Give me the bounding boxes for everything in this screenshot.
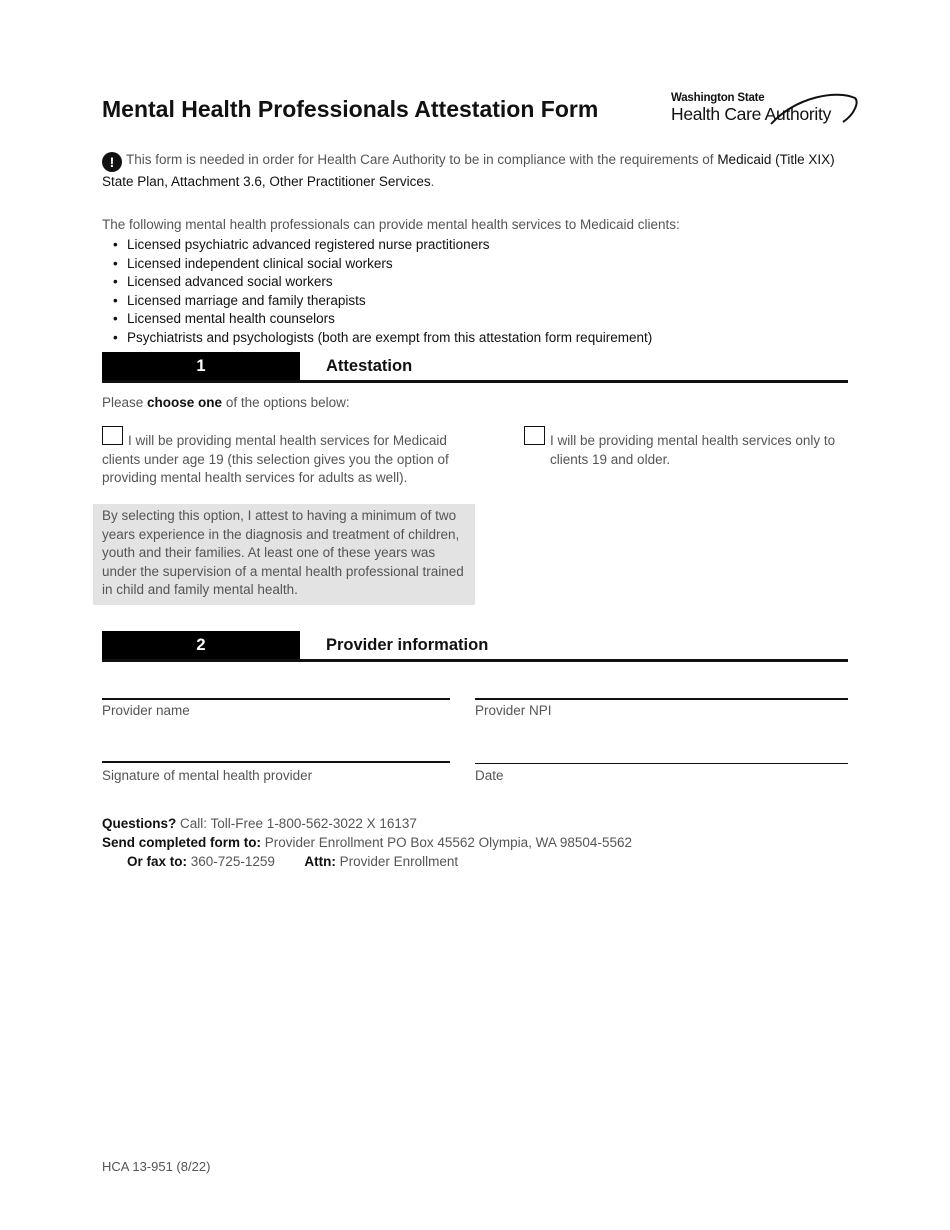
signature-field[interactable] (102, 761, 450, 763)
exclamation-circle-icon: ! (102, 152, 122, 172)
provider-npi-field[interactable] (475, 698, 848, 700)
section-title: Provider information (326, 636, 489, 654)
date-field[interactable] (475, 763, 848, 764)
form-number: HCA 13-951 (8/22) (102, 1159, 211, 1174)
attn-text: Provider Enrollment (339, 854, 459, 869)
section-number: 2 (102, 631, 300, 659)
provider-name-label: Provider name (102, 703, 190, 718)
notice-text: This form is needed in order for Health Care Authority to be in compliance with the requirements of (126, 152, 714, 167)
choose-prefix: Please (102, 395, 144, 410)
choose-suffix: of the options below: (225, 395, 350, 410)
send-label: Send completed form to: (102, 835, 262, 850)
list-item: • Psychiatrists and psychologists (both are exempt from this attestation form requirement) (102, 329, 652, 348)
logo-swoosh-icon (767, 92, 859, 128)
date-label: Date (475, 768, 504, 783)
fax-line (102, 852, 632, 871)
notice-end: . (430, 174, 435, 189)
hca-logo (671, 92, 861, 132)
page-title: Mental Health Professionals Attestation Form (102, 96, 599, 122)
list-item: • Licensed marriage and family therapists (102, 292, 652, 311)
option-under-19-label: I will be providing mental health services for Medicaid clients under age 19 (this selection gives you the option of providing mental health services for adults as well). (102, 433, 449, 486)
fax-number: 360-725-1259 (190, 854, 275, 869)
questions-text: Call: Toll-Free 1-800-562-3022 X 16137 (180, 816, 417, 831)
intro-text: The following mental health professionals can provide mental health services to Medicaid clients: (102, 217, 680, 232)
list-item: • Licensed psychiatric advanced registered nurse practitioners (102, 236, 652, 255)
professionals-list (102, 236, 652, 347)
list-item: • Licensed advanced social workers (102, 273, 652, 292)
provider-npi-label: Provider NPI (475, 703, 552, 718)
send-line (102, 833, 632, 852)
list-item: • Licensed mental health counselors (102, 310, 652, 329)
questions-line (102, 814, 632, 833)
section-number: 1 (102, 352, 300, 380)
contact-info (102, 814, 632, 871)
attn-label: Attn: (304, 854, 336, 869)
provider-name-field[interactable] (102, 698, 450, 700)
section-title: Attestation (326, 357, 413, 375)
choose-emphasis: choose one (147, 395, 223, 410)
list-item: • Licensed independent clinical social workers (102, 255, 652, 274)
signature-label: Signature of mental health provider (102, 768, 313, 783)
attestation-note-box (93, 504, 475, 605)
compliance-notice (102, 150, 842, 191)
attestation-note-text: By selecting this option, I attest to having a minimum of two years experience in the diagnosis and treatment of children, youth and their families. At least one of these years was under the supervision of a mental health professional trained in child and family mental health. (102, 508, 464, 598)
choose-instruction (102, 395, 350, 410)
checkbox-19-and-older[interactable] (524, 426, 545, 445)
section-header-attestation (102, 352, 848, 383)
option-19-older-label: I will be providing mental health services only to clients 19 and older. (550, 433, 836, 467)
logo-state-text: Washington State (671, 92, 765, 104)
questions-label: Questions? (102, 816, 177, 831)
fax-label: Or fax to: (127, 854, 188, 869)
send-address: Provider Enrollment PO Box 45562 Olympia, WA 98504-5562 (264, 835, 632, 850)
logo-agency-text: Health Care Authority (671, 104, 832, 124)
section-header-provider-info (102, 631, 848, 662)
notice-reference: Medicaid (Title XIX) State Plan, Attachment 3.6, Other Practitioner Services (102, 152, 835, 189)
